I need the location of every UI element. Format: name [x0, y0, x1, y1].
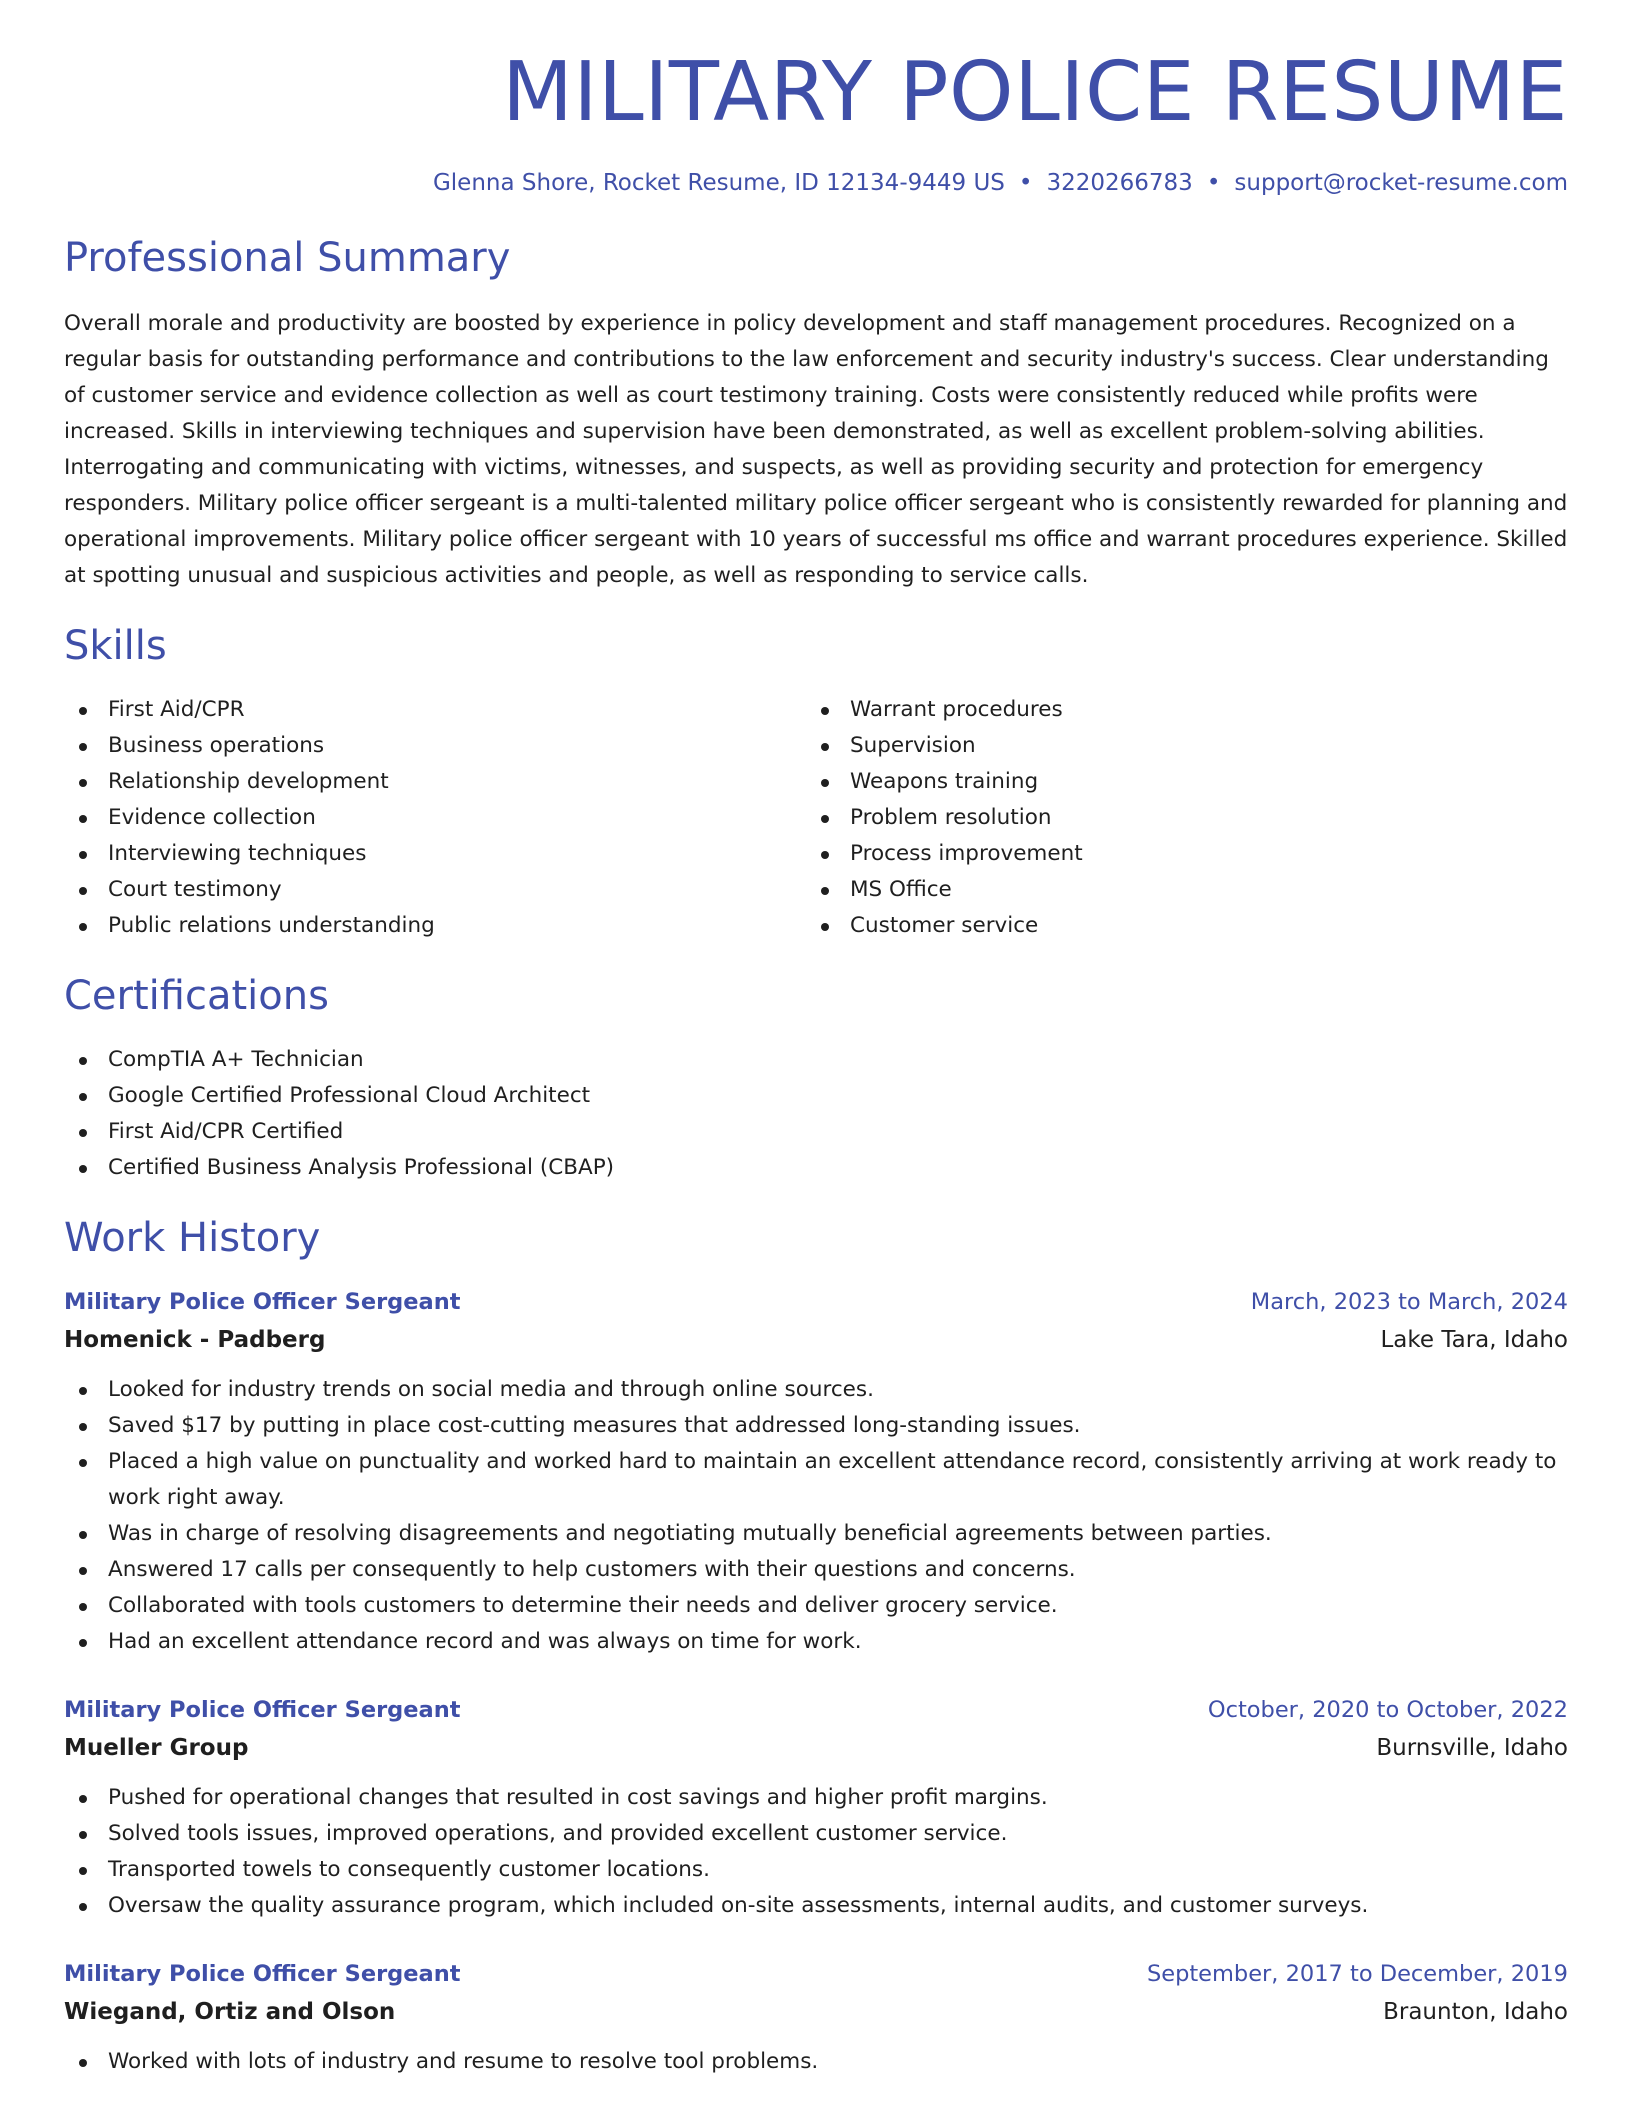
job-entry [64, 1956, 1568, 2080]
job-entry [64, 1284, 1568, 1660]
skill-item: Court testimony [64, 872, 806, 908]
job-company: Wiegand, Ortiz and Olson [64, 1998, 396, 2025]
skills-grid [64, 692, 1568, 944]
job-duty: Pushed for operational changes that resulted in cost savings and higher profit margins. [64, 1780, 1568, 1816]
skill-item: Problem resolution [806, 800, 1548, 836]
skill-item: Customer service [806, 908, 1548, 944]
skill-item: Relationship development [64, 764, 806, 800]
skill-item: Public relations understanding [64, 908, 806, 944]
job-duty: Solved tools issues, improved operations, and provided excellent customer service. [64, 1816, 1568, 1852]
job-company: Homenick - Padberg [64, 1326, 326, 1353]
job-duties-list [64, 2044, 1568, 2080]
contact-separator: • [1206, 170, 1221, 197]
summary-section [64, 234, 1568, 594]
job-duty: Placed a high value on punctuality and worked hard to maintain an excellent attendance record, consistently arriving at work ready to work right away. [64, 1444, 1568, 1516]
contact-email[interactable]: support@rocket-resume.com [1234, 170, 1568, 197]
job-duty: Transported towels to consequently customer locations. [64, 1852, 1568, 1888]
skill-item: Evidence collection [64, 800, 806, 836]
job-duty: Was in charge of resolving disagreements and negotiating mutually beneficial agreements between parties. [64, 1516, 1568, 1552]
job-duties-list [64, 1780, 1568, 1924]
job-location: Braunton, Idaho [1383, 1998, 1568, 2025]
summary-text: Overall morale and productivity are boosted by experience in policy development and staff management procedures. Recognized on a regular basis for outstanding performance and contributions to the law enforcement and security industry's success. Clear understanding of customer service and evidence collection as well as court testimony training. Costs were consistently reduced while profits were increased. Skills in interviewing techniques and supervision have been demonstrated, as well as excellent problem-solving abilities. Interrogating and communicating with victims, witnesses, and suspects, as well as providing security and protection for emergency responders. Military police officer sergeant is a multi-talented military police officer sergeant who is consistently rewarded for planning and operational improvements. Military police officer sergeant with 10 years of successful ms office and warrant procedures experience. Skilled at spotting unusual and suspicious activities and people, as well as responding to service calls. [64, 310, 1568, 588]
contact-line [64, 170, 1568, 198]
skills-heading: Skills [64, 622, 167, 669]
certification-item: Certified Business Analysis Professional (CBAP) [64, 1150, 1568, 1186]
skills-section [64, 622, 1568, 944]
job-dates: October, 2020 to October, 2022 [1207, 1696, 1568, 1723]
job-header-row [64, 1284, 1568, 1320]
job-duty: Collaborated with tools customers to determine their needs and deliver grocery service. [64, 1588, 1568, 1624]
job-position: Military Police Officer Sergeant [64, 1960, 461, 1987]
job-header-row [64, 1956, 1568, 1992]
job-position: Military Police Officer Sergeant [64, 1696, 461, 1723]
contact-phone: 3220266783 [1046, 170, 1193, 197]
skill-item: First Aid/CPR [64, 692, 806, 728]
skills-list-left [64, 692, 806, 944]
job-dates: September, 2017 to December, 2019 [1146, 1960, 1568, 1987]
job-duties-list [64, 1372, 1568, 1660]
job-entry [64, 1692, 1568, 1924]
certification-item: First Aid/CPR Certified [64, 1114, 1568, 1150]
skill-item: Supervision [806, 728, 1548, 764]
certifications-heading: Certifications [64, 972, 329, 1019]
certification-item: CompTIA A+ Technician [64, 1042, 1568, 1078]
work-history-heading: Work History [64, 1214, 321, 1261]
job-header-row [64, 1692, 1568, 1728]
job-dates: March, 2023 to March, 2024 [1250, 1288, 1568, 1315]
job-duty: Looked for industry trends on social media and through online sources. [64, 1372, 1568, 1408]
job-location: Lake Tara, Idaho [1380, 1326, 1568, 1353]
contact-address: Glenna Shore, Rocket Resume, ID 12134-9449 US [432, 170, 1005, 197]
contact-separator: • [1018, 170, 1033, 197]
job-company-row [64, 1320, 1568, 1360]
resume-page [64, 0, 1568, 2112]
skills-column-left [64, 692, 806, 944]
summary-heading: Professional Summary [64, 234, 511, 281]
work-history-section [64, 1214, 1568, 2080]
resume-title: MILITARY POLICE RESUME [502, 45, 1568, 140]
job-duty: Answered 17 calls per consequently to help customers with their questions and concerns. [64, 1552, 1568, 1588]
skill-item: Interviewing techniques [64, 836, 806, 872]
job-duty: Worked with lots of industry and resume to resolve tool problems. [64, 2044, 1568, 2080]
skills-column-right [806, 692, 1548, 944]
skill-item: Business operations [64, 728, 806, 764]
job-company-row [64, 1728, 1568, 1768]
job-position: Military Police Officer Sergeant [64, 1288, 461, 1315]
job-location: Burnsville, Idaho [1376, 1734, 1568, 1761]
skill-item: Process improvement [806, 836, 1548, 872]
job-duty: Had an excellent attendance record and was always on time for work. [64, 1624, 1568, 1660]
skill-item: MS Office [806, 872, 1548, 908]
certifications-list [64, 1042, 1568, 1186]
job-company: Mueller Group [64, 1734, 249, 1761]
job-company-row [64, 1992, 1568, 2032]
skill-item: Warrant procedures [806, 692, 1548, 728]
certifications-section [64, 972, 1568, 1186]
skill-item: Weapons training [806, 764, 1548, 800]
job-duty: Oversaw the quality assurance program, which included on-site assessments, internal audits, and customer surveys. [64, 1888, 1568, 1924]
skills-list-right [806, 692, 1548, 944]
job-duty: Saved $17 by putting in place cost-cutting measures that addressed long-standing issues. [64, 1408, 1568, 1444]
certification-item: Google Certified Professional Cloud Architect [64, 1078, 1568, 1114]
